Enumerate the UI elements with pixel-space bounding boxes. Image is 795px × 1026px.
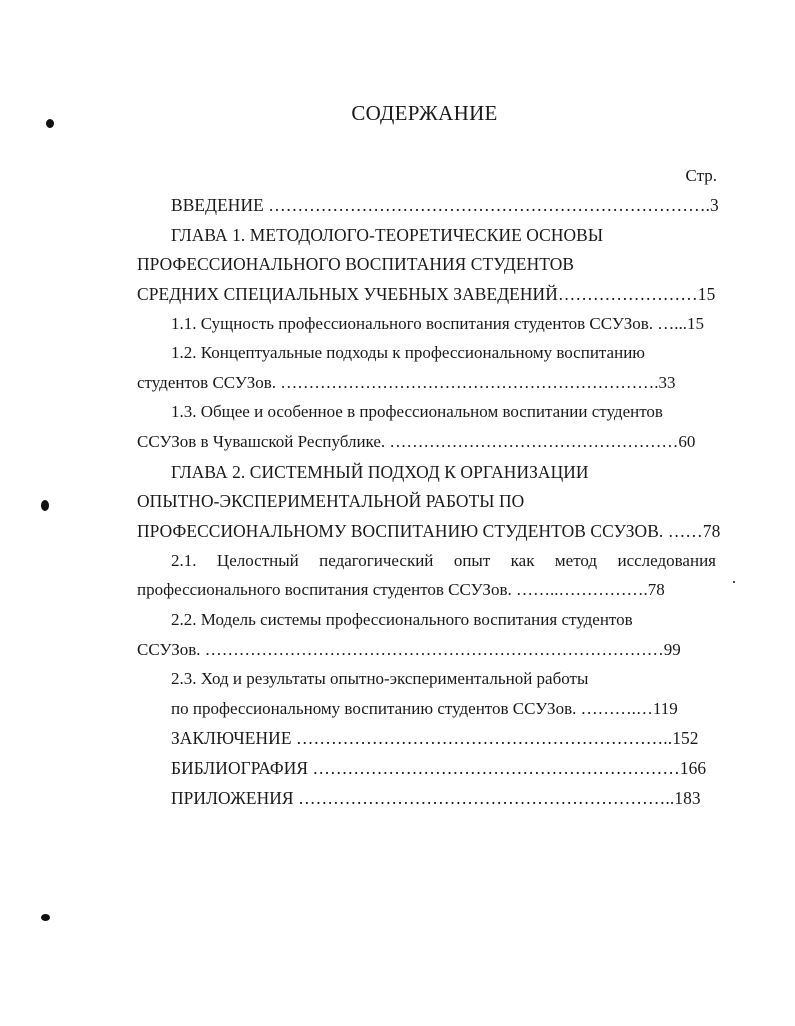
toc-section-2-3-line-1: 2.3. Ход и результаты опытно-экспериментальной работы: [171, 669, 589, 688]
toc-chapter-1-line-2: ПРОФЕССИОНАЛЬНОГО ВОСПИТАНИЯ СТУДЕНТОВ: [137, 254, 575, 274]
toc-section-1-2-line-1: 1.2. Концептуальные подходы к профессиональному воспитанию: [171, 343, 645, 362]
toc-section-1-3-line-1: 1.3. Общее и особенное в профессиональном воспитании студентов: [171, 402, 663, 421]
toc-chapter-1-line-3: СРЕДНИХ СПЕЦИАЛЬНЫХ УЧЕБНЫХ ЗАВЕДЕНИЙ……………………15: [137, 284, 716, 304]
toc-entry-conclusion: ЗАКЛЮЧЕНИЕ ………………………………………………………..152: [171, 728, 699, 748]
toc-chapter-2-line-2: ОПЫТНО-ЭКСПЕРИМЕНТАЛЬНОЙ РАБОТЫ ПО: [137, 491, 525, 511]
toc-entry-introduction: ВВЕДЕНИЕ ………………………………………………………………….3: [171, 195, 719, 215]
toc-section-1-3-line-2: ССУЗов в Чувашской Республике. ……………………………………………60: [137, 432, 696, 451]
toc-section-2-1-line-2: профессионального воспитания студентов ССУЗов. ……..…………….78: [137, 580, 665, 599]
toc-section-1-2-line-2: студентов ССУЗов. ………………………………………………………….33: [137, 373, 676, 392]
scan-speck-top: [46, 119, 54, 128]
toc-section-2-1-line-1: 2.1. Целостный педагогический опыт как метод исследования: [171, 551, 716, 570]
toc-section-2-2-line-2: ССУЗов. ………………………………………………………………………99: [137, 640, 681, 659]
scan-speck-middle: [41, 500, 49, 511]
scan-speck-right: [733, 581, 735, 583]
toc-entry-appendices: ПРИЛОЖЕНИЯ ………………………………………………………..183: [171, 788, 701, 808]
toc-chapter-2-line-3: ПРОФЕССИОНАЛЬНОМУ ВОСПИТАНИЮ СТУДЕНТОВ ССУЗОВ. ……78: [137, 521, 721, 541]
toc-chapter-1-line-1: ГЛАВА 1. МЕТОДОЛОГО-ТЕОРЕТИЧЕСКИЕ ОСНОВЫ: [171, 225, 604, 245]
page-title: СОДЕРЖАНИЕ: [351, 101, 498, 125]
page-column-label: Стр.: [685, 166, 717, 185]
toc-chapter-2-line-1: ГЛАВА 2. СИСТЕМНЫЙ ПОДХОД К ОРГАНИЗАЦИИ: [171, 462, 589, 482]
toc-entry-bibliography: БИБЛИОГРАФИЯ ………………………………………………………166: [171, 758, 707, 778]
toc-section-2-3-line-2: по профессиональному воспитанию студентов ССУЗов. ……….…119: [171, 699, 678, 718]
toc-section-2-2-line-1: 2.2. Модель системы профессионального воспитания студентов: [171, 610, 633, 629]
scan-speck-bottom: [41, 914, 50, 921]
toc-section-1-1: 1.1. Сущность профессионального воспитания студентов ССУЗов. …...15: [171, 314, 704, 333]
